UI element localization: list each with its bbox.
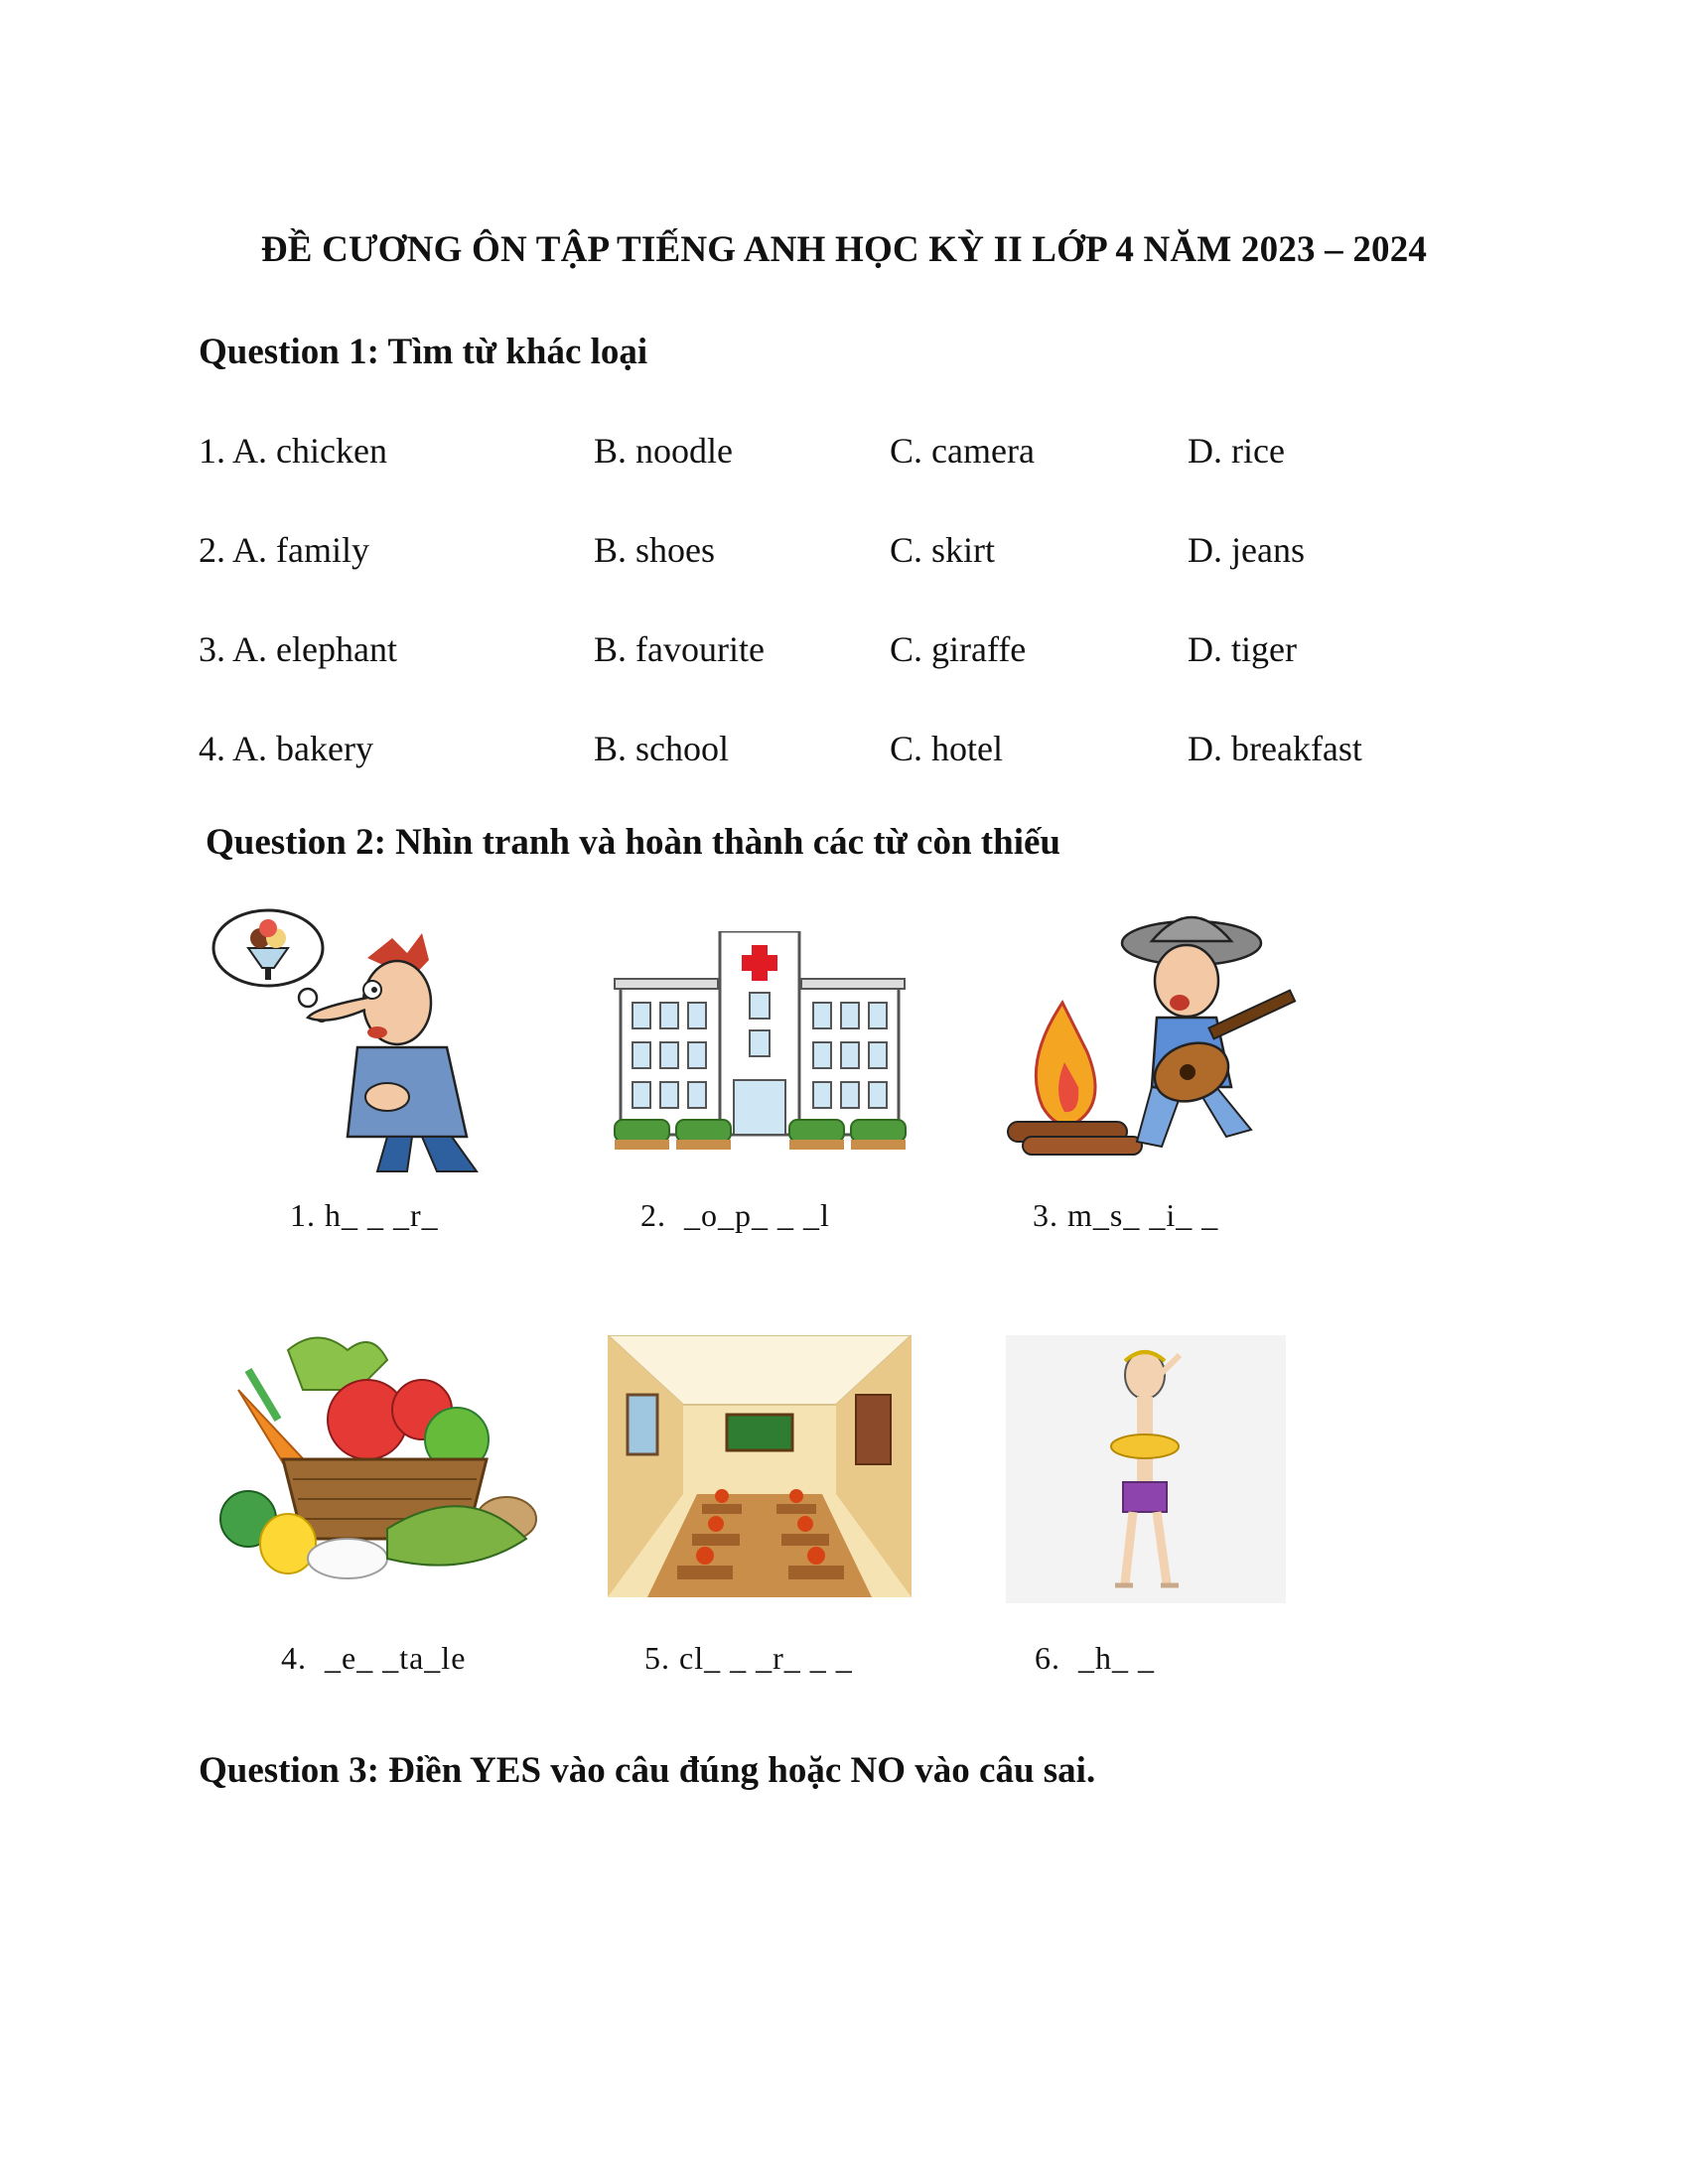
question-2-heading: Question 2: Nhìn tranh và hoàn thành các từ còn thiếu xyxy=(206,822,1060,863)
thin-man-icon xyxy=(1006,1335,1286,1603)
q2-caption-2: 2. _o_p_ _ _l xyxy=(640,1197,830,1233)
q2-caption-1: 1. h_ _ _r_ xyxy=(290,1197,439,1233)
q2-caption-3: 3. m_s_ _i_ _ xyxy=(1033,1197,1219,1233)
q1-row4-option-c: C. hotel xyxy=(890,729,1003,768)
q2-caption-4: 4. _e_ _ta_le xyxy=(281,1640,467,1676)
q1-row4-option-d: D. breakfast xyxy=(1188,729,1362,768)
q1-row4-option-a: 4. A. bakery xyxy=(199,729,373,768)
q1-row1-option-a: 1. A. chicken xyxy=(199,431,387,471)
q1-row1-option-d: D. rice xyxy=(1188,431,1285,471)
q1-row4-option-b: B. school xyxy=(594,729,730,768)
q1-row2-option-d: D. jeans xyxy=(1188,530,1305,570)
q1-row2-option-a: 2. A. family xyxy=(199,530,369,570)
q1-row1-option-c: C. camera xyxy=(890,431,1035,471)
q1-row1-option-b: B. noodle xyxy=(594,431,733,471)
q2-caption-6: 6. _h_ _ xyxy=(1035,1640,1155,1676)
classroom-icon xyxy=(608,1335,912,1597)
q1-row3-option-a: 3. A. elephant xyxy=(199,629,397,669)
hungry-man-icon xyxy=(209,898,506,1176)
q1-row2-option-b: B. shoes xyxy=(594,530,716,570)
hospital-icon xyxy=(611,931,909,1160)
question-3-heading: Question 3: Điền YES vào câu đúng hoặc NO vào câu sai. xyxy=(199,1750,1096,1791)
q1-row3-option-d: D. tiger xyxy=(1188,629,1297,669)
question-1-heading: Question 1: Tìm từ khác loại xyxy=(199,332,648,372)
q2-caption-5: 5. cl_ _ _r_ _ _ xyxy=(644,1640,853,1676)
q1-row3-option-c: C. giraffe xyxy=(890,629,1027,669)
q1-row2-option-c: C. skirt xyxy=(890,530,996,570)
cowboy-guitar-icon xyxy=(1003,903,1321,1171)
vegetable-basket-icon xyxy=(209,1330,546,1588)
page-title: ĐỀ CƯƠNG ÔN TẬP TIẾNG ANH HỌC KỲ II LỚP 4 NĂM 2023 – 2024 xyxy=(260,229,1428,270)
q1-row3-option-b: B. favourite xyxy=(594,629,765,669)
